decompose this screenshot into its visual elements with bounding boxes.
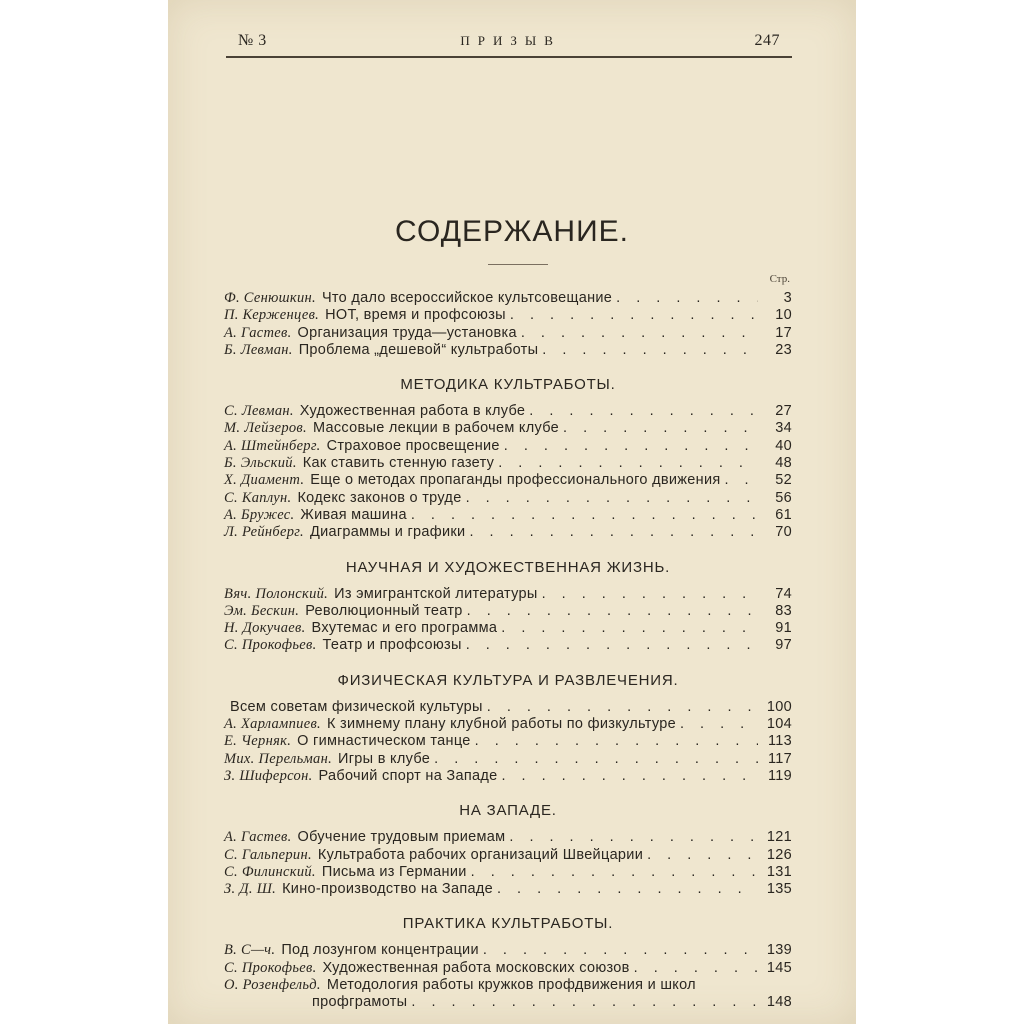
entry-page: 131 [766, 863, 792, 880]
entry-title: Игры в клубе [338, 750, 431, 767]
entry-title: Революционный театр [305, 602, 463, 619]
toc-entry [224, 403, 792, 420]
entry-page: 52 [775, 472, 792, 489]
entry-author: О. Розенфельд. [224, 977, 321, 994]
entry-page: 70 [775, 524, 792, 541]
entry-author: Б. Левман. [224, 341, 293, 358]
toc-entry [224, 942, 792, 959]
section-heading: МЕТОДИКА КУЛЬТРАБОТЫ. [400, 376, 616, 394]
entry-title: Живая машина [300, 506, 407, 523]
header-rule [226, 56, 792, 58]
entry-title: Кино-производство на Западе [282, 881, 493, 898]
toc-entry [224, 490, 792, 507]
toc-entry [224, 472, 792, 489]
entry-author: А. Гастев. [224, 829, 292, 846]
entry-title: Страховое просвещение [326, 437, 500, 454]
entry-title: Что дало всероссийское культсовещание [321, 290, 613, 306]
toc-entry [224, 342, 792, 359]
entry-page: 83 [775, 602, 792, 619]
dot-leader [510, 307, 758, 324]
entry-author: Вяч. Полонский. [224, 585, 329, 602]
entry-author: Эм. Бескин. [224, 602, 300, 619]
entry-title: О гимнастическом танце [297, 733, 471, 750]
dot-leader [501, 768, 758, 785]
toc-entry [224, 977, 792, 994]
dot-leader [509, 829, 758, 846]
entry-author: С. Филинский. [224, 863, 316, 880]
entry-title: Вхутемас и его программа [311, 620, 498, 637]
entry-page: 3 [783, 290, 792, 306]
dot-leader [725, 472, 759, 489]
toc-entry [224, 438, 792, 455]
section-heading: ПРАКТИКА КУЛЬТРАБОТЫ. [402, 915, 614, 933]
entry-page: 34 [775, 420, 792, 437]
entry-author: З. Шиферсон. [224, 767, 313, 784]
toc-entry [224, 716, 792, 733]
dot-leader [634, 960, 758, 977]
entry-title: Организация труда—установка [297, 324, 517, 341]
entry-author: Х. Диамент. [224, 472, 305, 489]
toc-entry [224, 699, 792, 716]
dot-leader [680, 716, 758, 733]
toc-entry-continuation [224, 994, 792, 1011]
entry-page: 74 [775, 585, 792, 602]
section-heading: НА ЗАПАДЕ. [459, 802, 557, 820]
entry-author: С. Прокофьев. [224, 959, 317, 976]
journal-name: ПРИЗЫВ [460, 33, 561, 48]
entry-page: 145 [766, 959, 792, 976]
dot-leader [411, 507, 758, 524]
entry-author: А. Гастев. [224, 324, 292, 341]
toc-entry [224, 751, 792, 768]
toc-entry [224, 864, 792, 881]
entry-page: 139 [766, 942, 792, 959]
page-title: СОДЕРЖАНИЕ. [395, 215, 629, 248]
entry-title: Рабочий спорт на Западе [318, 767, 498, 784]
entry-title: Художественная работа в клубе [299, 403, 526, 420]
entry-author: А. Штейнберг. [224, 437, 321, 454]
entry-page: 97 [775, 637, 792, 654]
toc-entry [224, 829, 792, 846]
entry-title: НОТ, время и профсоюзы [325, 307, 506, 324]
toc-entry [224, 307, 792, 324]
running-header [238, 32, 780, 50]
entry-title-continued: профграмоты [312, 994, 408, 1011]
toc-entry [224, 603, 792, 620]
entry-page: 119 [767, 767, 792, 784]
dot-leader [521, 325, 758, 342]
entry-author: Е. Черняк. [224, 733, 292, 750]
dot-leader [501, 620, 758, 637]
dot-leader [542, 342, 758, 359]
toc-entry [224, 524, 792, 541]
entry-page: 121 [766, 829, 792, 846]
entry-page: 148 [766, 994, 792, 1011]
entry-author: Ф. Сенюшкин. [224, 290, 316, 306]
entry-author: С. Каплун. [224, 489, 292, 506]
page-number: 247 [754, 32, 780, 49]
entry-page: 23 [775, 341, 792, 358]
entry-page: 56 [775, 489, 792, 506]
entry-page: 17 [775, 324, 792, 341]
dot-leader [471, 864, 758, 881]
entry-page: 126 [766, 846, 792, 863]
entry-author: Л. Рейнберг. [224, 524, 304, 541]
page-sheet [168, 0, 856, 1024]
toc-entry [224, 881, 792, 898]
entry-title: Культработа рабочих организаций Швейцарии [317, 846, 644, 863]
entry-page: 117 [767, 750, 792, 767]
toc-entry [224, 960, 792, 977]
dot-leader [616, 290, 758, 307]
table-of-contents [224, 290, 792, 1012]
section-heading: ФИЗИЧЕСКАЯ КУЛЬТУРА И РАЗВЛЕЧЕНИЯ. [337, 671, 679, 689]
title-ornament [488, 264, 548, 265]
dot-leader [467, 603, 758, 620]
entry-author: Б. Эльский. [224, 455, 297, 472]
dot-leader [497, 881, 758, 898]
dot-leader [434, 751, 758, 768]
entry-page: 27 [775, 403, 792, 420]
dot-leader [542, 586, 758, 603]
entry-title: Еще о методах пропаганды профессионального движения [310, 472, 721, 489]
entry-title: Как ставить стенную газету [302, 455, 495, 472]
dot-leader [483, 942, 758, 959]
entry-title: Массовые лекции в рабочем клубе [312, 420, 560, 437]
dot-leader [563, 420, 758, 437]
entry-page: 48 [775, 455, 792, 472]
entry-page: 113 [767, 733, 792, 750]
entry-title: Из эмигрантской литературы [334, 585, 538, 602]
entry-title: Всем советам физической культуры [230, 698, 483, 715]
toc-entry [224, 586, 792, 603]
entry-author: А. Бружес. [224, 506, 295, 523]
toc-entry [224, 325, 792, 342]
page-column-label: Стр. [769, 273, 790, 285]
dot-leader [498, 455, 758, 472]
section-heading: НАУЧНАЯ И ХУДОЖЕСТВЕННАЯ ЖИЗНЬ. [345, 558, 671, 576]
dot-leader [647, 847, 758, 864]
entry-title: Кодекс законов о труде [297, 489, 462, 506]
entry-title: Письма из Германии [321, 863, 467, 880]
entry-author: М. Лейзеров. [224, 420, 307, 437]
entry-author: Н. Докучаев. [224, 620, 306, 637]
toc-entry [224, 290, 792, 307]
issue-number: № 3 [238, 32, 267, 49]
toc-entry [224, 420, 792, 437]
entry-author: З. Д. Ш. [224, 881, 277, 898]
entry-page: 100 [766, 698, 792, 715]
entry-author: С. Гальперин. [224, 846, 312, 863]
entry-page: 10 [775, 307, 792, 324]
toc-entry [224, 455, 792, 472]
entry-page: 91 [775, 620, 792, 637]
entry-author: П. Керженцев. [224, 307, 320, 324]
toc-entry [224, 847, 792, 864]
entry-title: Художественная работа московских союзов [322, 959, 630, 976]
toc-entry [224, 620, 792, 637]
entry-title: Диаграммы и графики [309, 524, 466, 541]
dot-leader [475, 733, 758, 750]
dot-leader [487, 699, 758, 716]
entry-page: 61 [775, 506, 792, 523]
dot-leader [469, 524, 758, 541]
dot-leader [466, 490, 758, 507]
entry-title: Проблема „дешевой“ культработы [298, 341, 539, 358]
dot-leader [504, 438, 758, 455]
dot-leader [411, 994, 758, 1011]
entry-author: С. Прокофьев. [224, 637, 317, 654]
toc-entry [224, 507, 792, 524]
entry-title: Под лозунгом концентрации [281, 942, 479, 959]
entry-title: Методология работы кружков профдвижения и школ [326, 977, 696, 994]
entry-page: 104 [766, 716, 792, 733]
entry-author: С. Левман. [224, 403, 294, 420]
toc-entry [224, 637, 792, 654]
dot-leader [529, 403, 758, 420]
entry-author: В. С—ч. [224, 942, 276, 959]
entry-page: 135 [766, 881, 792, 898]
entry-author: А. Харлампиев. [224, 716, 321, 733]
entry-title: Обучение трудовым приемам [297, 829, 506, 846]
toc-entry [224, 768, 792, 785]
entry-author: Мих. Перельман. [224, 750, 332, 767]
toc-entry [224, 733, 792, 750]
entry-title: Театр и профсоюзы [322, 637, 462, 654]
dot-leader [466, 637, 758, 654]
entry-page: 40 [775, 437, 792, 454]
entry-title: К зимнему плану клубной работы по физкультуре [326, 716, 676, 733]
